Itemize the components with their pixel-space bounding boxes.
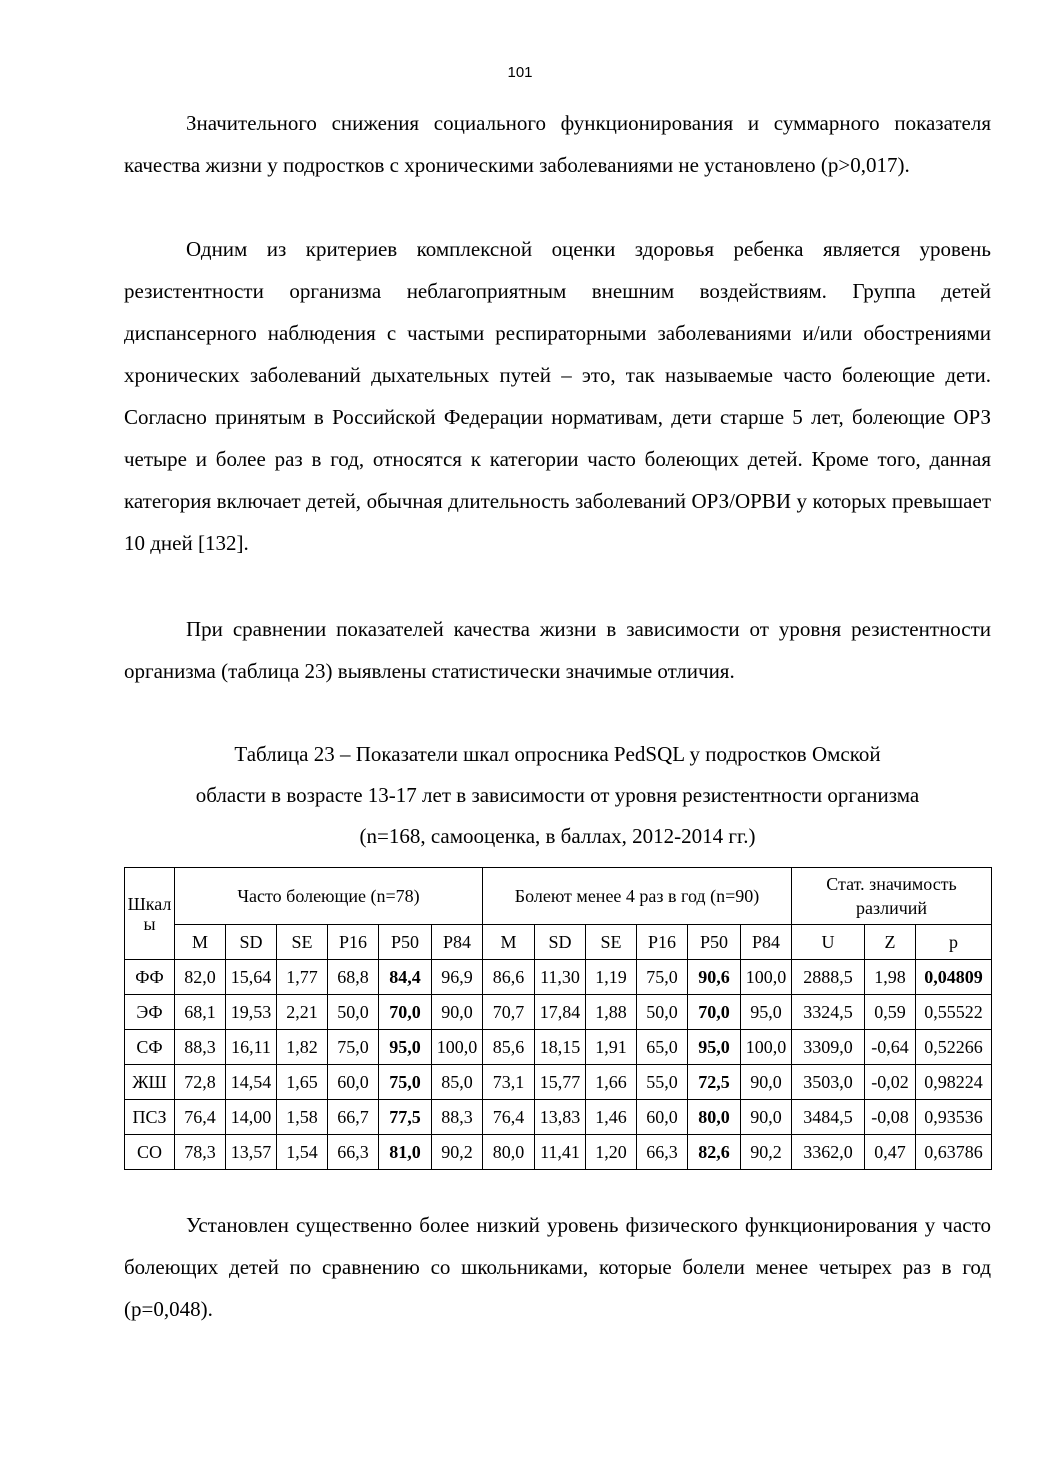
data-table — [124, 867, 992, 1170]
table-caption-line-2: области в возрасте 13-17 лет в зависимости от уровня резистентности организма — [195, 783, 920, 807]
table-cell: 72,5 — [688, 1065, 741, 1100]
table-cell: 1,65 — [277, 1065, 328, 1100]
table-cell: 1,91 — [586, 1030, 637, 1065]
table-cell: 85,6 — [483, 1030, 535, 1065]
table-caption-line-3: (n=168, самооценка, в баллах, 2012-2014 гг.) — [359, 824, 756, 848]
subheader-p84: P84 — [741, 925, 792, 960]
table-cell: 85,0 — [432, 1065, 483, 1100]
table-cell: 60,0 — [328, 1065, 379, 1100]
table-cell: 66,7 — [328, 1100, 379, 1135]
table-cell: 88,3 — [432, 1100, 483, 1135]
table-cell: 1,46 — [586, 1100, 637, 1135]
row-scale-label: ПСЗ — [125, 1100, 175, 1135]
table-cell: 1,66 — [586, 1065, 637, 1100]
subheader-m: M — [175, 925, 226, 960]
table-cell: 1,77 — [277, 960, 328, 995]
table-subheader-row — [125, 925, 992, 960]
row-scale-label: СФ — [125, 1030, 175, 1065]
table-cell: 1,88 — [586, 995, 637, 1030]
subheader-p: p — [916, 925, 992, 960]
table-cell: 80,0 — [688, 1100, 741, 1135]
table-cell: 95,0 — [741, 995, 792, 1030]
table-row — [125, 1135, 992, 1170]
table-cell: 0,59 — [865, 995, 916, 1030]
row-scale-label: ФФ — [125, 960, 175, 995]
table-cell: 50,0 — [637, 995, 688, 1030]
table-cell: 75,0 — [637, 960, 688, 995]
table-cell: 11,41 — [535, 1135, 586, 1170]
table-cell: 0,52266 — [916, 1030, 992, 1065]
table-caption-line-1: Таблица 23 – Показатели шкал опросника PedSQL у подростков Омской — [234, 742, 881, 766]
table-cell: 72,8 — [175, 1065, 226, 1100]
table-cell: 90,6 — [688, 960, 741, 995]
row-scale-label: ЖШ — [125, 1065, 175, 1100]
row-scale-label: ЭФ — [125, 995, 175, 1030]
table-cell: 0,47 — [865, 1135, 916, 1170]
table-cell: 84,4 — [379, 960, 432, 995]
table-cell: 77,5 — [379, 1100, 432, 1135]
table-cell: 66,3 — [328, 1135, 379, 1170]
subheader-sd: SD — [535, 925, 586, 960]
table-row — [125, 960, 992, 995]
table-cell: 14,54 — [226, 1065, 277, 1100]
table-cell: 70,0 — [379, 995, 432, 1030]
table-cell: 96,9 — [432, 960, 483, 995]
table-cell: -0,02 — [865, 1065, 916, 1100]
subheader-p50: P50 — [688, 925, 741, 960]
table-row — [125, 1100, 992, 1135]
subheader-z: Z — [865, 925, 916, 960]
paragraph-4: Установлен существенно более низкий уровень физического функционирования у часто болеющих детей по сравнению со школьниками, которые болели менее четырех раз в год (p=0,048). — [124, 1213, 991, 1321]
header-scale: Шкалы — [125, 868, 175, 960]
table-cell: 17,84 — [535, 995, 586, 1030]
table-cell: 13,83 — [535, 1100, 586, 1135]
table-row — [125, 995, 992, 1030]
table-cell: 14,00 — [226, 1100, 277, 1135]
table-cell: 55,0 — [637, 1065, 688, 1100]
table-cell: 65,0 — [637, 1030, 688, 1065]
header-group-frequent: Часто болеющие (n=78) — [175, 868, 483, 925]
page-number: 101 — [507, 64, 533, 81]
subheader-m: M — [483, 925, 535, 960]
table-cell: 1,54 — [277, 1135, 328, 1170]
table-cell: 1,20 — [586, 1135, 637, 1170]
table-cell: 0,04809 — [916, 960, 992, 995]
table-cell: 66,3 — [637, 1135, 688, 1170]
table-row — [125, 1065, 992, 1100]
table-cell: 68,1 — [175, 995, 226, 1030]
subheader-p50: P50 — [379, 925, 432, 960]
table-body — [125, 960, 992, 1170]
table-cell: 3324,5 — [792, 995, 865, 1030]
table-cell: 90,0 — [741, 1100, 792, 1135]
table-cell: 0,93536 — [916, 1100, 992, 1135]
subheader-p16: P16 — [328, 925, 379, 960]
table-cell: 16,11 — [226, 1030, 277, 1065]
table-cell: 2888,5 — [792, 960, 865, 995]
table-cell: 68,8 — [328, 960, 379, 995]
table-cell: 90,2 — [741, 1135, 792, 1170]
table-cell: 50,0 — [328, 995, 379, 1030]
table-cell: 86,6 — [483, 960, 535, 995]
table-cell: 76,4 — [175, 1100, 226, 1135]
table-cell: 0,63786 — [916, 1135, 992, 1170]
table-row — [125, 1030, 992, 1065]
table-cell: 80,0 — [483, 1135, 535, 1170]
table-cell: 3309,0 — [792, 1030, 865, 1065]
table-cell: -0,64 — [865, 1030, 916, 1065]
table-cell: 90,0 — [741, 1065, 792, 1100]
header-group-rare: Болеют менее 4 раз в год (n=90) — [483, 868, 792, 925]
table-cell: 15,77 — [535, 1065, 586, 1100]
table-cell: 78,3 — [175, 1135, 226, 1170]
table-cell: 60,0 — [637, 1100, 688, 1135]
row-scale-label: СО — [125, 1135, 175, 1170]
table-cell: 95,0 — [688, 1030, 741, 1065]
table-cell: 90,0 — [432, 995, 483, 1030]
table-cell: 90,2 — [432, 1135, 483, 1170]
table-cell: 76,4 — [483, 1100, 535, 1135]
table-cell: 13,57 — [226, 1135, 277, 1170]
table-cell: 70,7 — [483, 995, 535, 1030]
table-cell: 15,64 — [226, 960, 277, 995]
table-cell: 0,98224 — [916, 1065, 992, 1100]
table-cell: 73,1 — [483, 1065, 535, 1100]
table-cell: 19,53 — [226, 995, 277, 1030]
table-cell: 82,0 — [175, 960, 226, 995]
table-cell: 0,55522 — [916, 995, 992, 1030]
table-caption — [124, 734, 991, 857]
subheader-se: SE — [277, 925, 328, 960]
paragraph-2: Одним из критериев комплексной оценки здоровья ребенка является уровень резистентности организма неблагоприятным внешним воздействиям. Группа детей диспансерного наблюдения с частыми респираторными заболеваниями и/или обострениями хронических заболеваний дыхательных путей – это, так называемые часто болеющие дети. Согласно принятым в Российской Федерации нормативам, дети старше 5 лет, болеющие ОРЗ четыре и более раз в год, относятся к категории часто болеющих детей. Кроме того, данная категория включает детей, обычная длительность заболеваний ОРЗ/ОРВИ у которых превышает 10 дней [132]. — [124, 237, 991, 555]
subheader-u: U — [792, 925, 865, 960]
table-cell: 75,0 — [328, 1030, 379, 1065]
table-cell: 1,98 — [865, 960, 916, 995]
subheader-p84: P84 — [432, 925, 483, 960]
table-cell: 18,15 — [535, 1030, 586, 1065]
table-cell: 11,30 — [535, 960, 586, 995]
subheader-sd: SD — [226, 925, 277, 960]
table-header-row — [125, 868, 992, 925]
table-cell: 3362,0 — [792, 1135, 865, 1170]
table-cell: 100,0 — [741, 960, 792, 995]
table-cell: 70,0 — [688, 995, 741, 1030]
header-stat-significance: Стат. значимость различий — [792, 868, 992, 925]
table-cell: 1,19 — [586, 960, 637, 995]
table-cell: 75,0 — [379, 1065, 432, 1100]
table-cell: 88,3 — [175, 1030, 226, 1065]
table-cell: 1,82 — [277, 1030, 328, 1065]
paragraph-3: При сравнении показателей качества жизни в зависимости от уровня резистентности организма (таблица 23) выявлены статистически значимые отличия. — [124, 617, 991, 683]
subheader-p16: P16 — [637, 925, 688, 960]
table-cell: 100,0 — [432, 1030, 483, 1065]
table-cell: 100,0 — [741, 1030, 792, 1065]
table-cell: 95,0 — [379, 1030, 432, 1065]
table-cell: 3503,0 — [792, 1065, 865, 1100]
table-cell: 1,58 — [277, 1100, 328, 1135]
table-cell: 2,21 — [277, 995, 328, 1030]
table-cell: 81,0 — [379, 1135, 432, 1170]
table-cell: 3484,5 — [792, 1100, 865, 1135]
table-cell: -0,08 — [865, 1100, 916, 1135]
subheader-se: SE — [586, 925, 637, 960]
paragraph-1: Значительного снижения социального функционирования и суммарного показателя качества жизни у подростков с хроническими заболеваниями не установлено (p>0,017). — [124, 111, 991, 177]
table-cell: 82,6 — [688, 1135, 741, 1170]
